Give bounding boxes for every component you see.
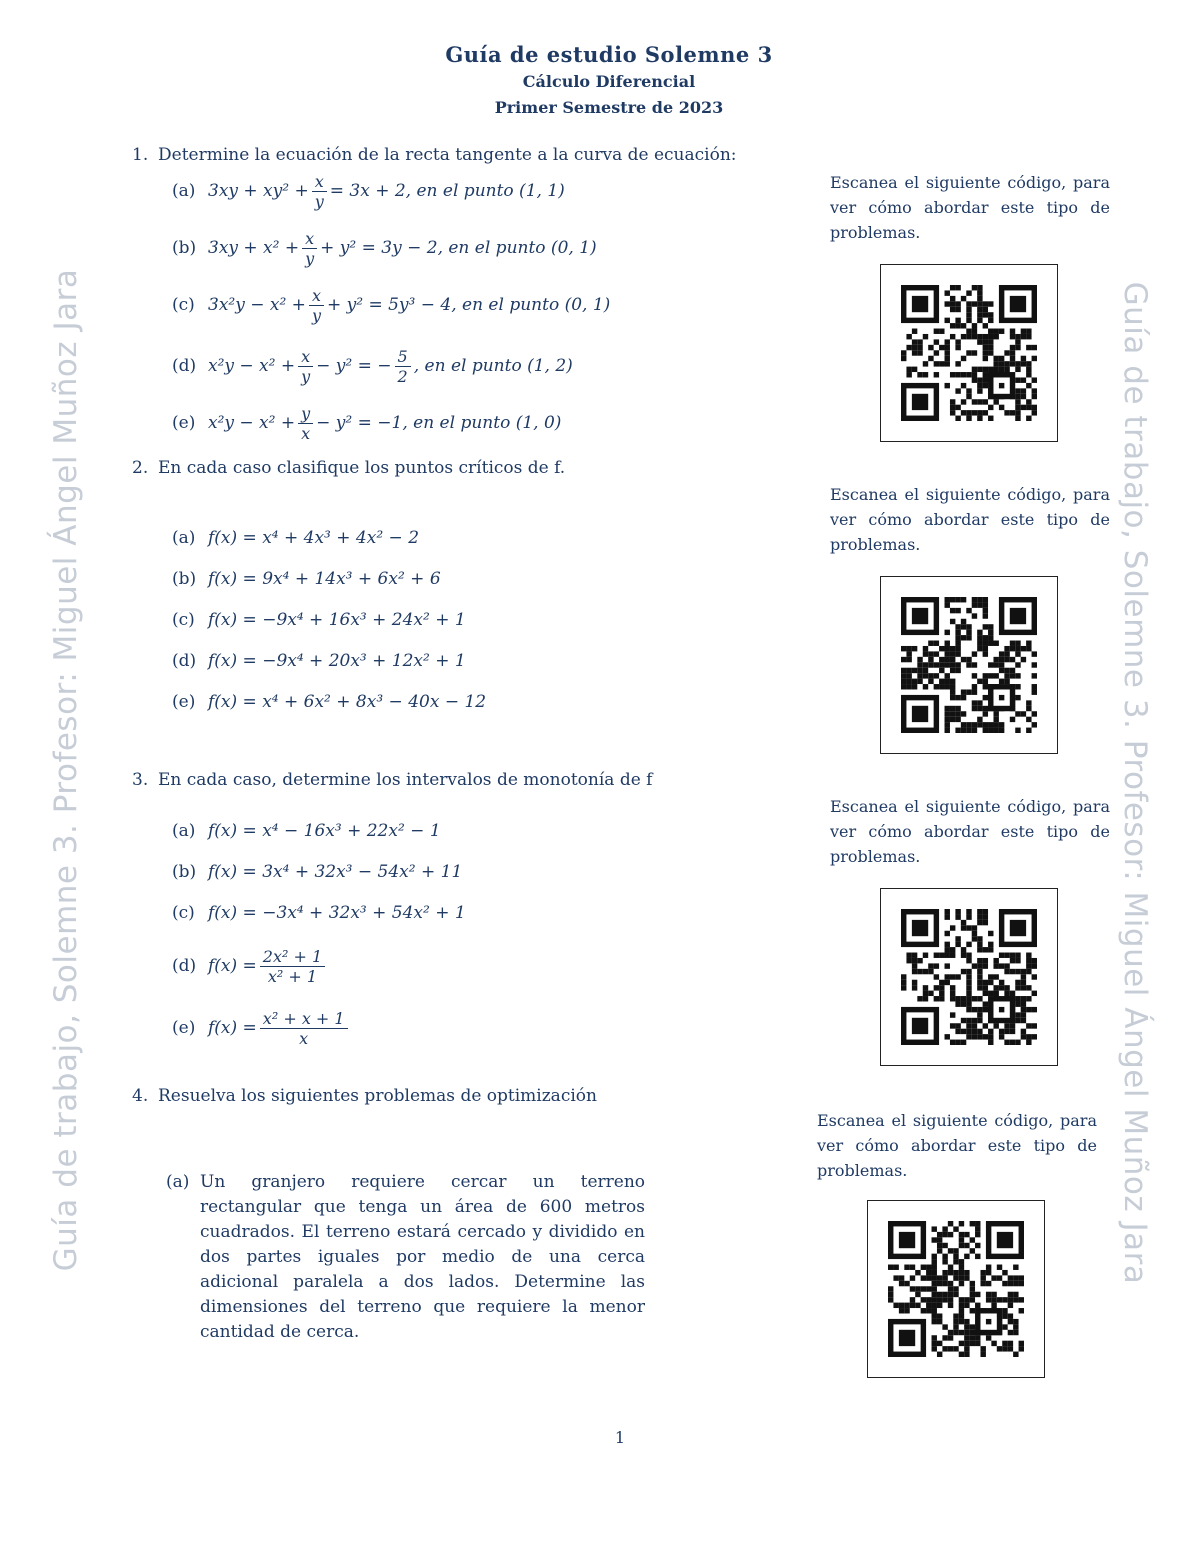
frac-den: x xyxy=(299,1028,309,1048)
expr-pre: x²y − x² + xyxy=(208,413,296,433)
item-label: (e) xyxy=(172,692,196,712)
q3-item-a xyxy=(172,820,441,842)
course-name: Cálculo Diferencial xyxy=(522,72,696,91)
q1-item-d xyxy=(172,346,573,386)
fraction xyxy=(302,229,317,268)
frac-num: x xyxy=(309,286,324,306)
frac-den: x² + 1 xyxy=(267,966,318,986)
frac-num: x xyxy=(302,229,317,249)
fraction xyxy=(312,172,327,211)
q2-item-b xyxy=(172,568,441,590)
frac-num: 2x² + 1 xyxy=(260,947,325,967)
expression: f(x) = x⁴ − 16x³ + 22x² − 1 xyxy=(208,821,441,841)
expr-post: + y² = 5y³ − 4, en el punto (0, 1) xyxy=(326,295,611,315)
q1-item-c xyxy=(172,285,610,325)
watermark-left: Guía de trabajo, Solemne 3. Profesor: Miguel Ángel Muñoz Jara xyxy=(48,268,84,1272)
item-label: (d) xyxy=(172,651,197,671)
qr-code-4[interactable] xyxy=(867,1200,1045,1378)
qr-code-icon xyxy=(901,909,1037,1045)
expression: f(x) = −9x⁴ + 16x³ + 24x² + 1 xyxy=(208,610,466,630)
expression: f(x) = −9x⁴ + 20x³ + 12x² + 1 xyxy=(208,651,466,671)
question-text: En cada caso, determine los intervalos de monotonía de f xyxy=(158,770,653,790)
qr-code-icon xyxy=(888,1221,1024,1357)
expression: f(x) = x⁴ + 4x³ + 4x² − 2 xyxy=(208,528,420,548)
frac-den: y xyxy=(311,305,321,325)
item-label: (d) xyxy=(172,356,197,376)
frac-den: y xyxy=(301,366,311,386)
frac-den: x xyxy=(301,423,311,443)
item-label: (c) xyxy=(172,295,195,315)
question-3 xyxy=(132,769,652,791)
question-number: 3. xyxy=(132,770,149,790)
item-label: (b) xyxy=(172,862,197,882)
expr-post: − y² = −1, en el punto (1, 0) xyxy=(316,413,562,433)
fraction xyxy=(298,404,313,443)
frac-den: y xyxy=(314,191,324,211)
fraction xyxy=(260,947,325,986)
q3-item-c xyxy=(172,902,466,924)
question-text: En cada caso clasifique los puntos críticos de f. xyxy=(158,458,566,478)
expression: f(x) = −3x⁴ + 32x³ + 54x² + 1 xyxy=(208,903,466,923)
q4-item-a-label: (a) xyxy=(166,1172,190,1192)
qr-code-icon xyxy=(901,285,1037,421)
fraction xyxy=(298,347,313,386)
item-label: (a) xyxy=(172,821,196,841)
frac-num: x xyxy=(298,347,313,367)
semester: Primer Semestre de 2023 xyxy=(494,98,724,117)
q3-item-e xyxy=(172,1007,351,1049)
question-1 xyxy=(132,144,737,166)
expression: f(x) = 3x⁴ + 32x³ − 54x² + 11 xyxy=(208,862,463,882)
q2-item-d xyxy=(172,650,466,672)
frac-den: 2 xyxy=(397,366,408,386)
question-number: 1. xyxy=(132,145,149,165)
q1-item-e xyxy=(172,403,561,443)
item-label: (b) xyxy=(172,569,197,589)
qr-code-3[interactable] xyxy=(880,888,1058,1066)
frac-den: y xyxy=(305,248,315,268)
watermark-right: Guía de trabajo, Solemne 3. Profesor: Miguel Ángel Muñoz Jara xyxy=(1117,281,1153,1285)
item-label: (c) xyxy=(172,610,195,630)
q3-item-d xyxy=(172,945,328,987)
expression: f(x) = 9x⁴ + 14x³ + 6x² + 6 xyxy=(208,569,441,589)
question-text: Resuelva los siguientes problemas de optimización xyxy=(158,1086,597,1106)
item-label: (b) xyxy=(172,238,197,258)
qr-caption-2: Escanea el siguiente código, para ver cómo abordar este tipo de problemas. xyxy=(830,485,1110,554)
question-number: 2. xyxy=(132,458,149,478)
item-label: (d) xyxy=(172,956,197,976)
qr-code-1[interactable] xyxy=(880,264,1058,442)
q2-item-c xyxy=(172,609,466,631)
expr-post: + y² = 3y − 2, en el punto (0, 1) xyxy=(320,238,597,258)
q4-item-a-text: Un granjero requiere cercar un terreno rectangular que tenga un área de 600 metros cuadrados. El terreno estará cercado y dividido en dos partes iguales por medio de una cerca adicional paralela a dos lados. Determine las dimensiones del terreno que requiere la menor cantidad de cerca. xyxy=(200,1172,645,1342)
frac-num: 5 xyxy=(395,347,411,367)
question-4 xyxy=(132,1085,597,1107)
q2-item-e xyxy=(172,691,486,713)
frac-num: x² + x + 1 xyxy=(260,1009,348,1029)
fraction xyxy=(309,286,324,325)
expr-mid: − y² = − xyxy=(316,356,392,376)
expr-pre: 3x²y − x² + xyxy=(208,295,306,315)
qr-caption-1: Escanea el siguiente código, para ver cómo abordar este tipo de problemas. xyxy=(830,173,1110,242)
qr-code-icon xyxy=(901,597,1037,733)
expr-post: , en el punto (1, 2) xyxy=(413,356,573,376)
item-label: (e) xyxy=(172,413,196,433)
document-title: Guía de estudio Solemne 3 xyxy=(445,42,773,67)
item-label: (a) xyxy=(172,181,196,201)
expr-post: = 3x + 2, en el punto (1, 1) xyxy=(329,181,565,201)
expr-pre: f(x) = xyxy=(208,1018,257,1038)
fraction xyxy=(260,1009,348,1048)
question-2 xyxy=(132,457,565,479)
frac-num: x xyxy=(312,172,327,192)
page-number: 1 xyxy=(614,1428,626,1447)
q3-item-b xyxy=(172,861,462,883)
qr-caption-3: Escanea el siguiente código, para ver cómo abordar este tipo de problemas. xyxy=(830,797,1110,866)
q1-item-a xyxy=(172,171,565,211)
expr-pre: x²y − x² + xyxy=(208,356,296,376)
question-text: Determine la ecuación de la recta tangente a la curva de ecuación: xyxy=(158,145,737,165)
expr-pre: 3xy + xy² + xyxy=(208,181,309,201)
qr-code-2[interactable] xyxy=(880,576,1058,754)
expr-pre: f(x) = xyxy=(208,956,257,976)
item-label: (c) xyxy=(172,903,195,923)
q2-item-a xyxy=(172,527,419,549)
item-label: (a) xyxy=(172,528,196,548)
question-number: 4. xyxy=(132,1086,149,1106)
frac-num: y xyxy=(298,404,313,424)
q1-item-b xyxy=(172,228,597,268)
fraction-2 xyxy=(395,347,411,386)
expression: f(x) = x⁴ + 6x² + 8x³ − 40x − 12 xyxy=(208,692,487,712)
item-label: (e) xyxy=(172,1018,196,1038)
expr-pre: 3xy + x² + xyxy=(208,238,300,258)
qr-caption-4: Escanea el siguiente código, para ver cómo abordar este tipo de problemas. xyxy=(817,1111,1097,1180)
